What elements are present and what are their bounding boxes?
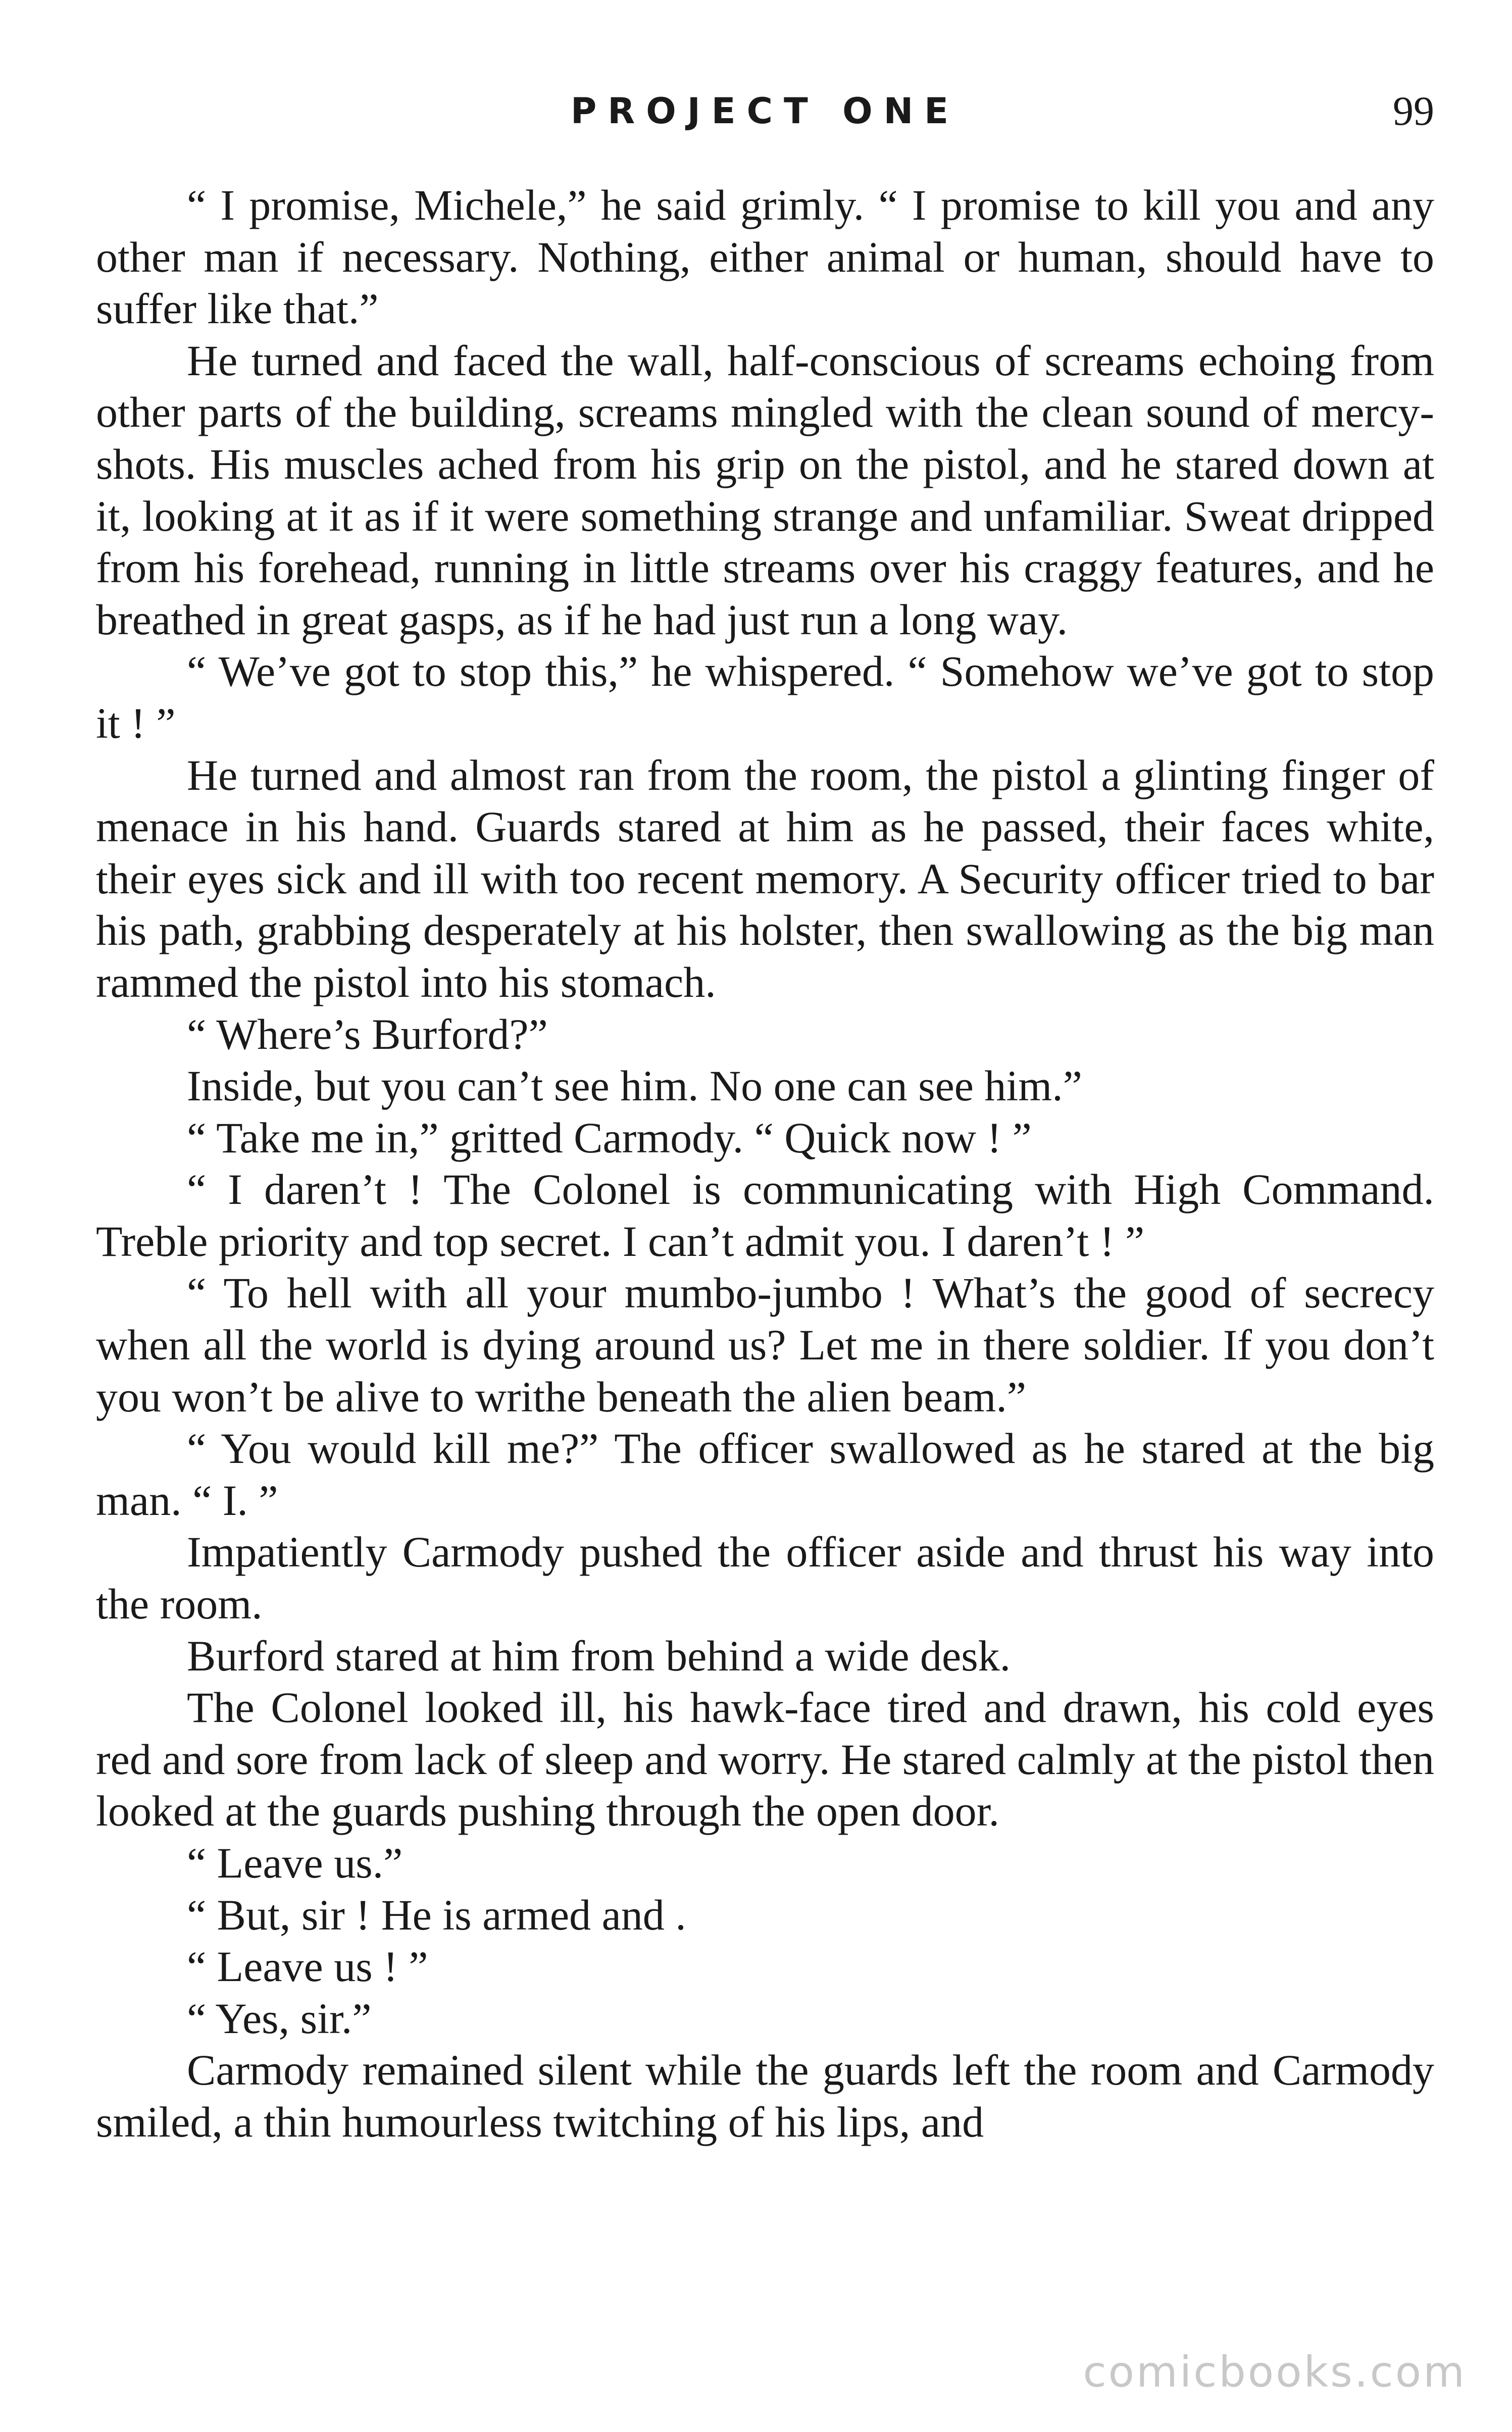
- body-text: [96, 179, 1434, 2148]
- page-number: 99: [1393, 88, 1434, 134]
- paragraph: He turned and almost ran from the room, the pistol a glinting finger of menace in his hand. Guards stared at him as he passed, their faces white, their eyes sick and ill with too recent memory. A Security officer tried to bar his path, grabbing desperately at his holster, then swallowing as the big man rammed the pistol into his stomach.: [96, 750, 1434, 1006]
- paragraph: “ Leave us.”: [187, 1839, 403, 1887]
- paragraph: “ Take me in,” gritted Carmody. “ Quick now ! ”: [187, 1113, 1032, 1162]
- paragraph: “ To hell with all your mumbo-jumbo ! What’s the good of secrecy when all the world is dying around us? Let me in there soldier. If you don’t you won’t be alive to writhe beneath the alien beam.”: [96, 1269, 1434, 1421]
- paragraph: “ Where’s Burford?”: [187, 1009, 548, 1058]
- paragraph: Impatiently Carmody pushed the officer aside and thrust his way into the room.: [96, 1528, 1434, 1629]
- paragraph: He turned and faced the wall, half-conscious of screams echoing from other parts of the building, screams mingled with the clean sound of mercy-shots. His muscles ached from his grip on the pistol, and he stared down at it, looking at it as if it were something strange and unfamiliar. Sweat dripped from his forehead, running in little streams over his craggy features, and he breathed in great gasps, as if he had just run a long way.: [96, 336, 1434, 644]
- paragraph: “ I daren’t ! The Colonel is communicating with High Command. Treble priority and top secret. I can’t admit you. I daren’t ! ”: [96, 1165, 1434, 1265]
- paragraph: “ Leave us ! ”: [187, 1942, 428, 1991]
- paragraph: “ But, sir ! He is armed and .: [187, 1890, 686, 1939]
- paragraph: “ Yes, sir.”: [187, 1994, 372, 2043]
- paragraph: Carmody remained silent while the guards left the room and Carmody smiled, a thin humourless twitching of his lips, and: [96, 2046, 1434, 2146]
- paragraph: “ I promise, Michele,” he said grimly. “ I promise to kill you and any other man if necessary. Nothing, either animal or human, should have to suffer like that.”: [96, 181, 1434, 333]
- paragraph: The Colonel looked ill, his hawk-face tired and drawn, his cold eyes red and sore from lack of sleep and worry. He stared calmly at the pistol then looked at the guards pushing through the open door.: [96, 1683, 1434, 1836]
- paragraph: Burford stared at him from behind a wide desk.: [187, 1631, 1011, 1680]
- paragraph: “ You would kill me?” The officer swallowed as he stared at the big man. “ I. ”: [96, 1424, 1434, 1525]
- watermark: comicbooks.com: [1083, 2347, 1467, 2397]
- running-head: [96, 88, 1434, 134]
- running-title: PROJECT ONE: [571, 90, 960, 132]
- paragraph: “ We’ve got to stop this,” he whispered. “ Somehow we’ve got to stop it ! ”: [96, 647, 1434, 747]
- paragraph: Inside, but you can’t see him. No one can see him.”: [187, 1061, 1082, 1110]
